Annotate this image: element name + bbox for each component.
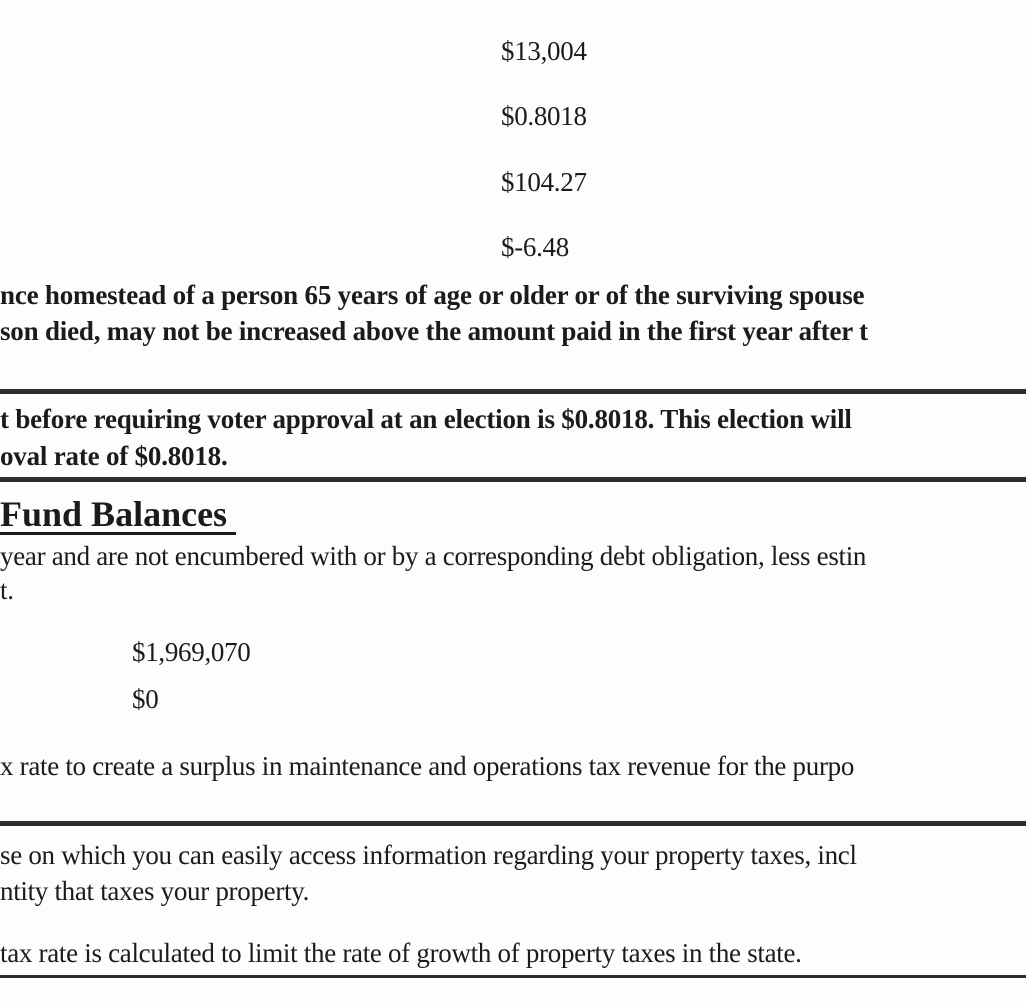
website-note-line: ntity that taxes your property. [0,876,310,906]
section-divider [0,975,1026,978]
fund-balances-description: year and are not encumbered with or by a corresponding debt obligation, less estin [0,541,867,571]
homestead-note-line: son died, may not be increased above the amount paid in the first year after t [0,316,868,346]
fund-balance-value: $0 [132,684,159,714]
rate-value: $13,004 [501,36,587,66]
rate-value: $0.8018 [501,101,587,131]
homestead-note-line: nce homestead of a person 65 years of age or older or of the surviving spouse [0,280,865,310]
section-divider [0,477,1026,482]
website-note-line: se on which you can easily access information regarding your property taxes, incl [0,840,857,870]
section-divider [0,389,1026,394]
fund-balance-value: $1,969,070 [132,637,251,667]
rate-limit-line: tax rate is calculated to limit the rate of growth of property taxes in the state. [0,938,802,968]
section-divider [0,821,1026,826]
rate-value: $104.27 [501,167,587,197]
surplus-note: x rate to create a surplus in maintenance and operations tax revenue for the purpo [0,751,855,781]
voter-approval-line: t before requiring voter approval at an election is $0.8018. This election will [0,404,852,434]
voter-approval-line: oval rate of $0.8018. [0,441,228,471]
fund-balances-description: t. [0,575,14,605]
rate-value: $-6.48 [501,232,569,262]
section-heading: Fund Balances [0,494,237,534]
